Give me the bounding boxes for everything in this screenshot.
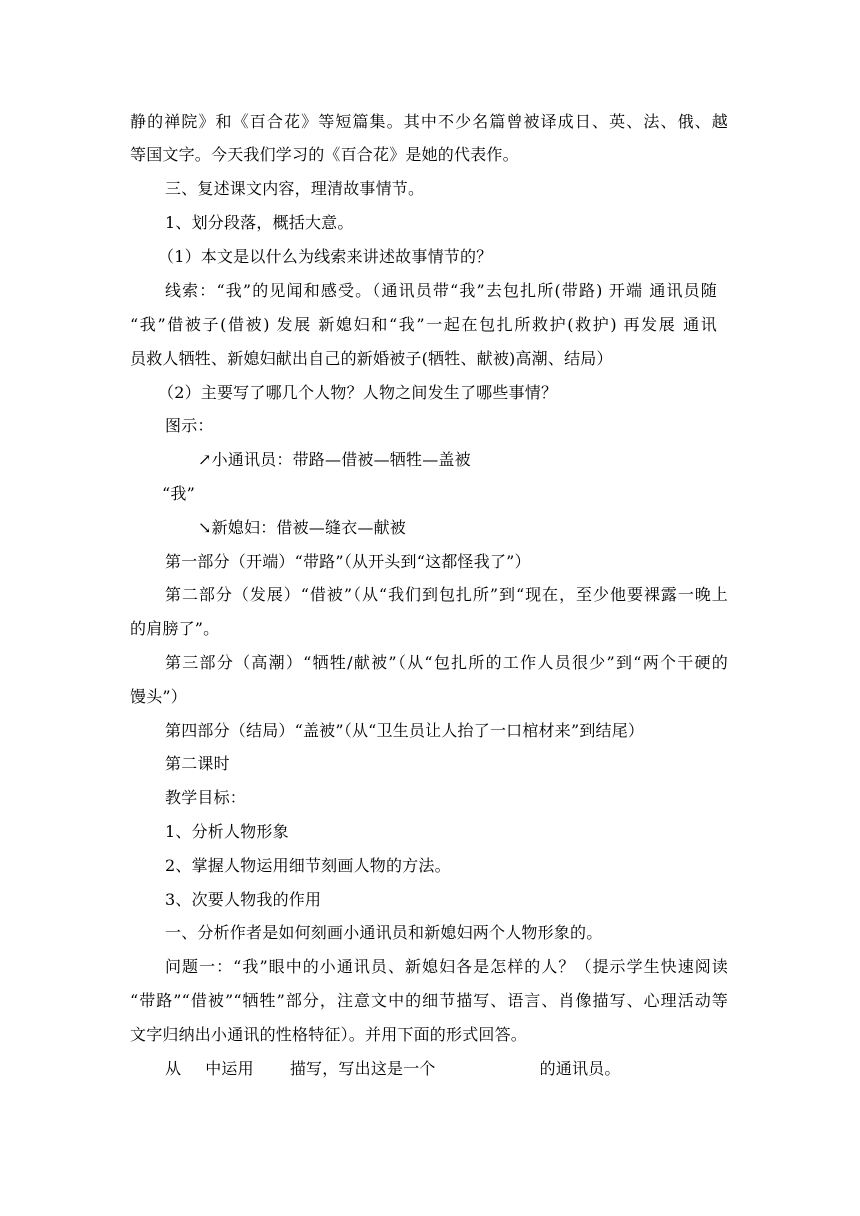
answer-template <box>165 1059 621 1079</box>
paragraph-line: 等国文字。今天我们学习的《百合花》是她的代表作。 <box>130 145 519 164</box>
list-item: 1、分析人物形象 <box>165 822 289 841</box>
template-part: 中运用 <box>205 1059 254 1078</box>
diagram-branch-upper: ↗小通讯员：带路—借被—牺牲—盖被 <box>198 450 471 469</box>
paragraph-line: 静的禅院》和《百合花》等短篇集。其中不少名篇曾被译成日、英、法、俄、越 <box>130 112 728 131</box>
section-heading: 三、复述课文内容，理清故事情节。 <box>165 179 425 198</box>
paragraph-line: 员救人牺牲、新媳妇献出自己的新婚被子(牺牲、献被)高潮、结局） <box>130 349 613 368</box>
paragraph-line: 的肩膀了”。 <box>130 619 220 638</box>
diagram-label: 图示： <box>165 416 214 435</box>
section-heading: 第二课时 <box>165 754 230 773</box>
paragraph-line: 馒头”） <box>130 687 187 706</box>
list-item: 2、掌握人物运用细节刻画人物的方法。 <box>165 856 451 875</box>
paragraph-line: 第一部分（开端）“带路”（从开头到“这都怪我了”） <box>165 552 531 571</box>
template-part: 的通讯员。 <box>539 1059 621 1078</box>
section-heading: 一、分析作者是如何刻画小通讯员和新媳妇两个人物形象的。 <box>165 923 603 942</box>
question-line: （1）本文是以什么为线索来讲述故事情节的？ <box>158 247 493 266</box>
template-part: 从 <box>165 1059 182 1078</box>
paragraph-line: 1、划分段落，概括大意。 <box>165 213 354 232</box>
list-item: 3、次要人物我的作用 <box>165 890 322 909</box>
paragraph-line: 第三部分（高潮）“牺牲/献被”（从“包扎所的工作人员很少”到“两个干硬的 <box>165 653 728 672</box>
diagram-branch-lower: ↘新媳妇：借被—缝衣—献被 <box>198 518 407 537</box>
paragraph-line: “我”借被子(借被) 发展 新媳妇和“我”一起在包扎所救护(救护) 再发展 通讯 <box>130 315 717 334</box>
paragraph-line: “带路”“借被”“牺牲”部分，注意文中的细节描写、语言、肖像描写、心理活动等 <box>130 991 728 1010</box>
paragraph-line: 问题一：“我”眼中的小通讯员、新媳妇各是怎样的人？（提示学生快速阅读 <box>165 957 728 976</box>
paragraph-line: 第四部分（结局）“盖被”（从“卫生员让人抬了一口棺材来”到结尾） <box>165 721 645 740</box>
template-part: 描写，写出这是一个 <box>289 1059 436 1078</box>
paragraph-line: 线索：“我”的见闻和感受。（通讯员带“我”去包扎所(带路) 开端 通讯员随 <box>165 281 717 300</box>
paragraph-line: 文字归纳出小通讯的性格特征）。并用下面的形式回答。 <box>130 1025 528 1044</box>
paragraph-line: 教学目标： <box>165 788 247 807</box>
paragraph-line: 第二部分（发展）“借被”（从“我们到包扎所”到“现在，至少他要裸露一晚上 <box>165 585 728 604</box>
diagram-root: “我” <box>162 484 195 503</box>
question-line: （2）主要写了哪几个人物？人物之间发生了哪些事情？ <box>158 383 558 402</box>
